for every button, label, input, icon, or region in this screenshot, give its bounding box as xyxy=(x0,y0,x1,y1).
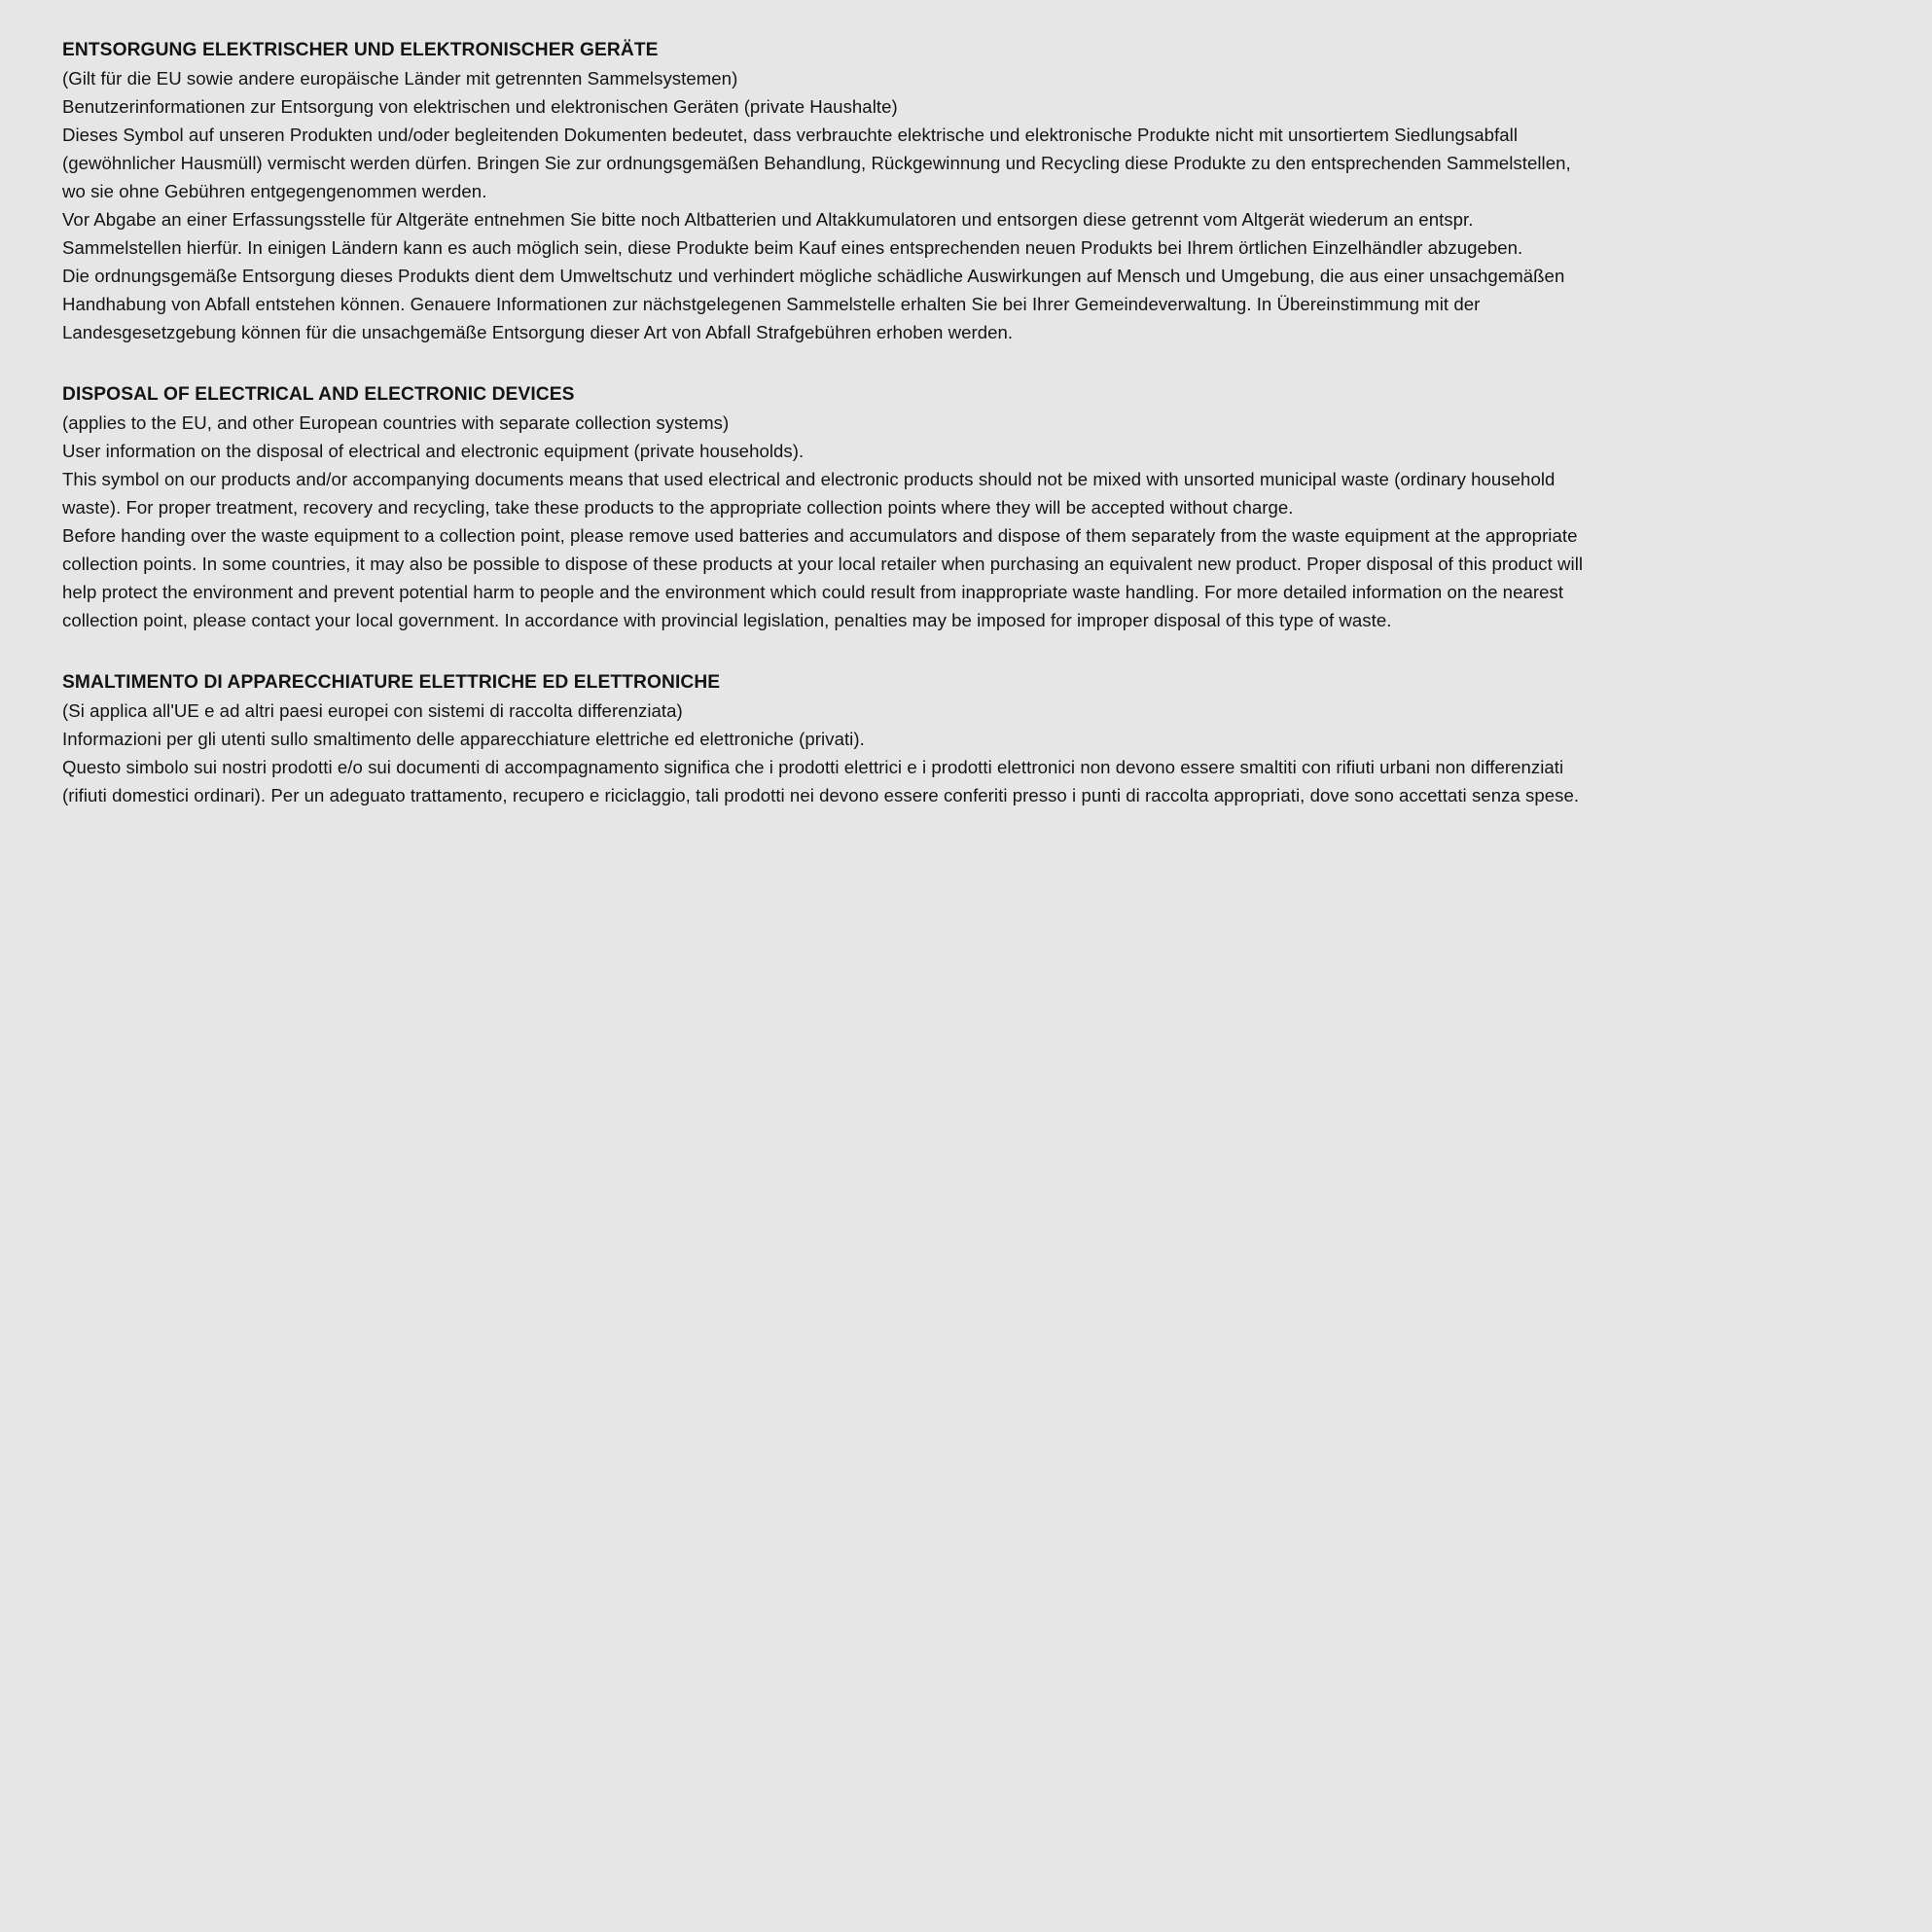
text-line: collection point, please contact your local government. In accordance with provincial legislation, penalties may be imposed for improper disposal of this type of waste. xyxy=(62,610,1392,630)
text-line: Questo simbolo sui nostri prodotti e/o sui documenti di accompagnamento significa che i prodotti elettrici e i prodotti elettronici non devono essere smaltiti con rifiuti urbani non differenziati xyxy=(62,757,1564,777)
blank-area xyxy=(0,822,1932,1932)
text-line: This symbol on our products and/or accompanying documents means that used electrical and electronic products should not be mixed with unsorted municipal waste (ordinary household xyxy=(62,469,1556,489)
text-line: Before handing over the waste equipment to a collection point, please remove used batteries and accumulators and dispose of them separately from the waste equipment at the appropriate xyxy=(62,525,1578,546)
text-line: User information on the disposal of electrical and electronic equipment (private households). xyxy=(62,441,805,461)
text-line: collection points. In some countries, it may also be possible to dispose of these products at your local retailer when purchasing an equivalent new product. Proper disposal of this product will xyxy=(62,554,1584,574)
text-line: (Si applica all'UE e ad altri paesi europei con sistemi di raccolta differenziata) xyxy=(62,700,683,721)
section-italian xyxy=(62,668,1893,809)
section-heading: ENTSORGUNG ELEKTRISCHER UND ELEKTRONISCHER GERÄTE xyxy=(62,40,659,60)
text-line: help protect the environment and prevent potential harm to people and the environment which could result from inappropriate waste handling. For more detailed information on the nearest xyxy=(62,582,1564,602)
text-line: Dieses Symbol auf unseren Produkten und/oder begleitenden Dokumenten bedeutet, dass verbrauchte elektrische und elektronische Produkte nicht mit unsortiertem Siedlungsabfall xyxy=(62,125,1518,145)
text-line: Sammelstellen hierfür. In einigen Ländern kann es auch möglich sein, diese Produkte beim Kauf eines entsprechenden neuen Produkts bei Ihrem örtlichen Einzelhändler abzugeben. xyxy=(62,237,1523,258)
text-line: Handhabung von Abfall entstehen können. Genauere Informationen zur nächstgelegenen Sammelstelle erhalten Sie bei Ihrer Gemeindeverwaltung. In Übereinstimmung mit der xyxy=(62,294,1481,314)
section-german xyxy=(62,36,1893,346)
section-heading: DISPOSAL OF ELECTRICAL AND ELECTRONIC DEVICES xyxy=(62,384,575,405)
text-line: wo sie ohne Gebühren entgegengenommen werden. xyxy=(62,181,487,201)
text-line: (applies to the EU, and other European countries with separate collection systems) xyxy=(62,412,730,433)
text-line: Landesgesetzgebung können für die unsachgemäße Entsorgung dieser Art von Abfall Strafgebühren erhoben werden. xyxy=(62,322,1014,342)
text-line: (rifiuti domestici ordinari). Per un adeguato trattamento, recupero e riciclaggio, tali prodotti nei devono essere conferiti presso i punti di raccolta appropriati, dove sono accettati senza spese. xyxy=(62,785,1580,805)
text-line: (gewöhnlicher Hausmüll) vermischt werden dürfen. Bringen Sie zur ordnungsgemäßen Behandlung, Rückgewinnung und Recycling diese Produkte zu den entsprechenden Sammelstellen, xyxy=(62,153,1571,173)
text-line: Benutzerinformationen zur Entsorgung von elektrischen und elektronischen Geräten (private Haushalte) xyxy=(62,96,898,117)
text-line: waste). For proper treatment, recovery and recycling, take these products to the appropriate collection points where they will be accepted without charge. xyxy=(62,497,1294,518)
document-content xyxy=(62,36,1893,809)
text-line: Die ordnungsgemäße Entsorgung dieses Produkts dient dem Umweltschutz und verhindert mögliche schädliche Auswirkungen auf Mensch und Umgebung, die aus einer unsachgemäßen xyxy=(62,266,1565,286)
section-english xyxy=(62,380,1893,634)
text-line: Vor Abgabe an einer Erfassungsstelle für Altgeräte entnehmen Sie bitte noch Altbatterien und Altakkumulatoren und entsorgen diese getrennt vom Altgerät wiederum an entspr. xyxy=(62,209,1474,230)
text-line: Informazioni per gli utenti sullo smaltimento delle apparecchiature elettriche ed elettroniche (privati). xyxy=(62,729,865,749)
section-heading: SMALTIMENTO DI APPARECCHIATURE ELETTRICHE ED ELETTRONICHE xyxy=(62,672,721,693)
text-line: (Gilt für die EU sowie andere europäische Länder mit getrennten Sammelsystemen) xyxy=(62,68,738,89)
